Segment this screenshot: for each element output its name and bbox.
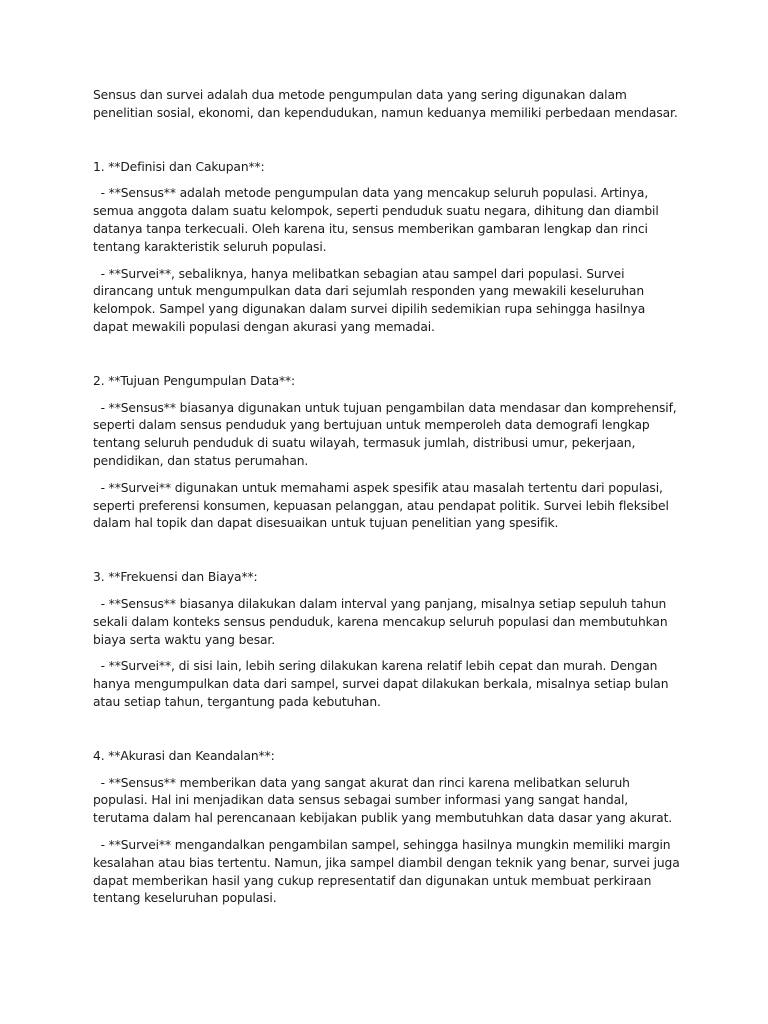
survei-paragraph: - **Survei**, di sisi lain, lebih sering dilakukan karena relatif lebih cepat dan murah. Dengan hanya mengumpulkan data dari sampel, survei dapat dilakukan berkala, misalnya setiap bulan atau setiap tahun, tergantung pada kebutuhan. xyxy=(93,659,673,709)
section-heading: 1. **Definisi dan Cakupan**: xyxy=(93,159,265,174)
sensus-paragraph: - **Sensus** adalah metode pengumpulan data yang mencakup seluruh populasi. Artinya, semua anggota dalam suatu kelompok, seperti penduduk suatu negara, dihitung dan diambil datanya tanpa terkecuali. Oleh karena itu, sensus memberikan gambaran lengkap dan rinci tentang karakteristik seluruh populasi. xyxy=(93,186,663,254)
document-body xyxy=(93,87,683,917)
section-heading: 4. **Akurasi dan Keandalan**: xyxy=(93,748,275,763)
survei-paragraph: - **Survei** digunakan untuk memahami aspek spesifik atau masalah tertentu dari populasi, seperti preferensi konsumen, kepuasan pelanggan, atau pendapat politik. Survei lebih fleksibel dalam hal topik dan dapat disesuaikan untuk tujuan penelitian yang spesifik. xyxy=(93,480,673,531)
section-definisi xyxy=(93,159,683,337)
sensus-paragraph: - **Sensus** memberikan data yang sangat akurat dan rinci karena melibatkan seluruh populasi. Hal ini menjadikan data sensus sebagai sumber informasi yang sangat handal, terutama dalam hal perencanaan kebijakan publik yang membutuhkan data dasar yang akurat. xyxy=(93,775,673,826)
survei-paragraph: - **Survei**, sebaliknya, hanya melibatkan sebagian atau sampel dari populasi. Survei dirancang untuk mengumpulkan data dari sejumlah responden yang mewakili keseluruhan kelompok. Sampel yang digunakan dalam survei dipilih sedemikian rupa sehingga hasilnya dapat mewakili populasi dengan akurasi yang memadai. xyxy=(93,266,649,334)
survei-paragraph: - **Survei** mengandalkan pengambilan sampel, sehingga hasilnya mungkin memiliki margin kesalahan atau bias tertentu. Namun, jika sampel diambil dengan teknik yang benar, survei juga dapat memberikan hasil yang cukup representatif dan digunakan untuk membuat perkiraan tentang keseluruhan populasi. xyxy=(93,837,684,906)
section-akurasi xyxy=(93,748,683,908)
section-heading: 3. **Frekuensi dan Biaya**: xyxy=(93,570,258,585)
intro-paragraph: Sensus dan survei adalah dua metode pengumpulan data yang sering digunakan dalam penelitian sosial, ekonomi, dan kependudukan, namun keduanya memiliki perbedaan mendasar. xyxy=(93,88,678,120)
sensus-paragraph: - **Sensus** biasanya dilakukan dalam interval yang panjang, misalnya setiap sepuluh tahun sekali dalam konteks sensus penduduk, karena mencakup seluruh populasi dan membutuhkan biaya serta waktu yang besar. xyxy=(93,596,672,647)
sensus-paragraph: - **Sensus** biasanya digunakan untuk tujuan pengambilan data mendasar dan komprehensif, seperti dalam sensus penduduk yang bertujuan untuk memperoleh data demografi lengkap tentang seluruh penduduk di suatu wilayah, termasuk jumlah, distribusi umur, pekerjaan, pendidikan, dan status perumahan. xyxy=(93,400,681,468)
section-tujuan xyxy=(93,373,683,533)
section-heading: 2. **Tujuan Pengumpulan Data**: xyxy=(93,373,296,388)
section-frekuensi xyxy=(93,569,683,712)
